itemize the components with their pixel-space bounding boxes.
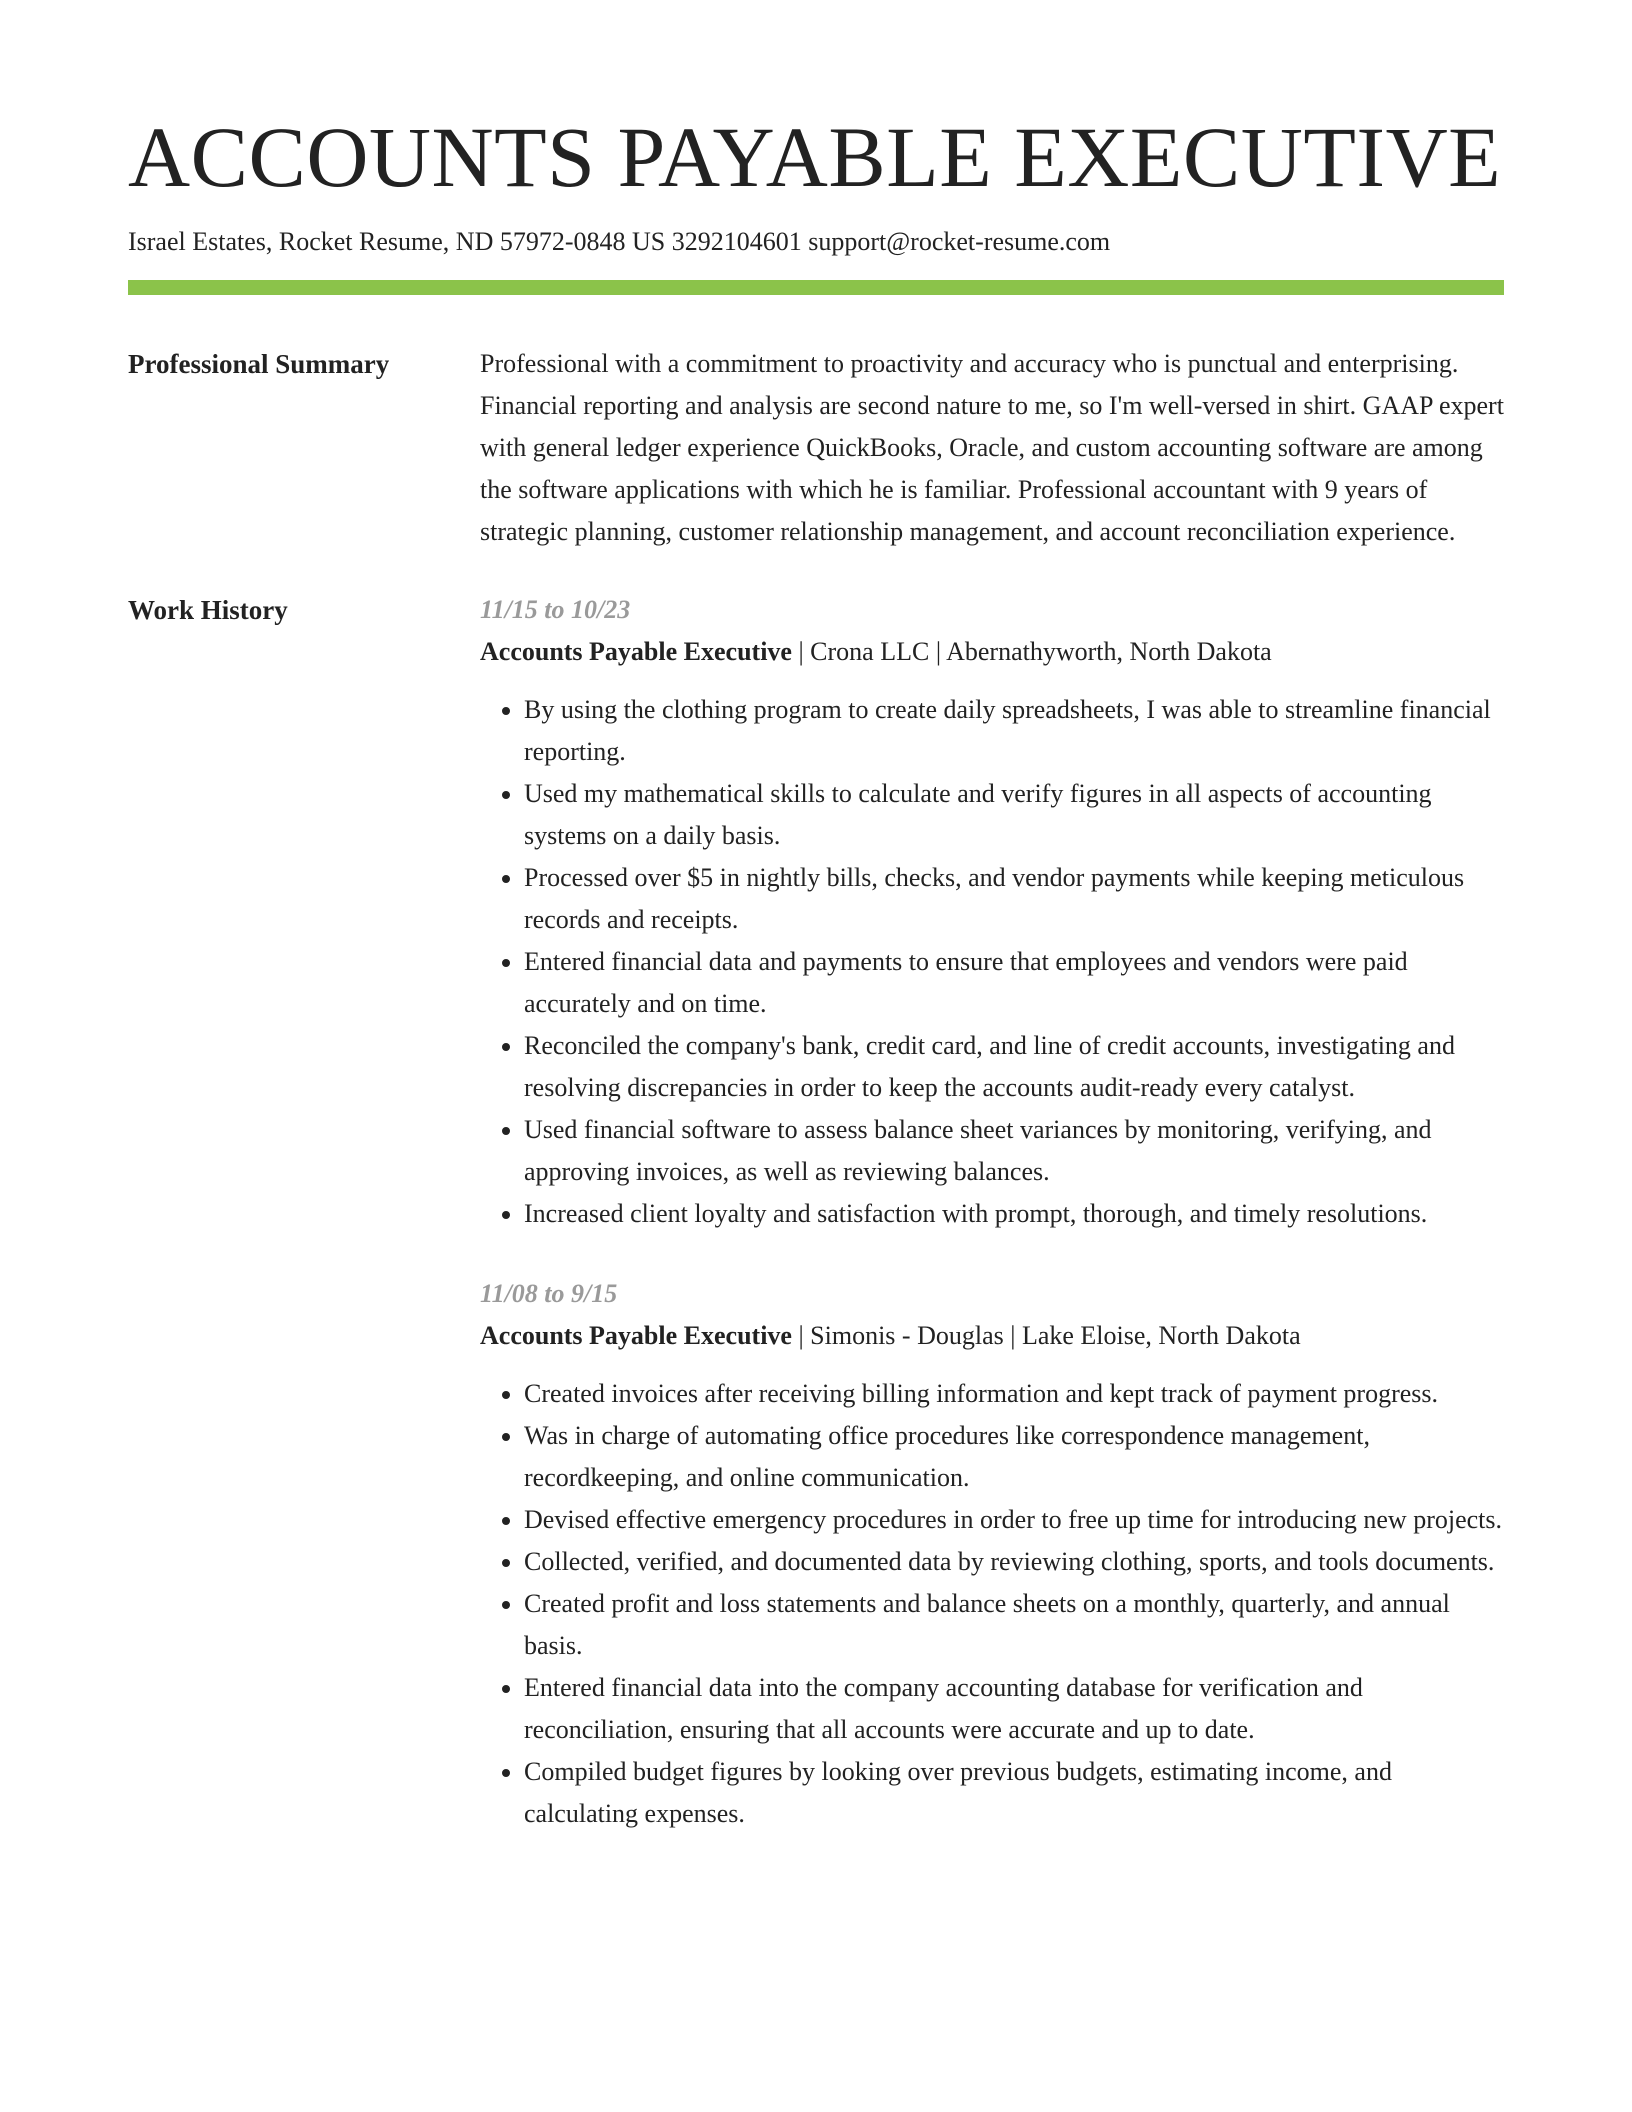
summary-section: [128, 343, 1504, 553]
resume-name-heading: ACCOUNTS PAYABLE EXECUTIVE: [128, 109, 1502, 205]
summary-body: [480, 343, 1504, 553]
job-details: | Simonis - Douglas | Lake Eloise, North Dakota: [791, 1321, 1301, 1351]
job-bullet: • By using the clothing program to create daily spreadsheets, I was able to streamline financial reporting.: [524, 689, 1504, 773]
job-details: | Crona LLC | Abernathyworth, North Dakota: [791, 637, 1272, 667]
job-bullet: • Was in charge of automating office procedures like correspondence management, recordkeeping, and online communication.: [524, 1415, 1504, 1499]
job-entry: [480, 589, 1504, 1235]
job-title-line: [480, 631, 1504, 673]
job-bullet: • Used financial software to assess balance sheet variances by monitoring, verifying, and approving invoices, as well as reviewing balances.: [524, 1109, 1504, 1193]
contact-line: Israel Estates, Rocket Resume, ND 57972-0848 US 3292104601 support@rocket-resume.com: [128, 227, 1111, 257]
job-bullet: • Increased client loyalty and satisfaction with prompt, thorough, and timely resolutions.: [524, 1193, 1504, 1235]
summary-label: Professional Summary: [128, 349, 390, 380]
job-bullet: • Created invoices after receiving billing information and kept track of payment progress.: [524, 1373, 1504, 1415]
job-bullet: • Reconciled the company's bank, credit card, and line of credit accounts, investigating and resolving discrepancies in order to keep the accounts audit-ready every catalyst.: [524, 1025, 1504, 1109]
work-history-label: Work History: [128, 595, 288, 626]
job-title-line: [480, 1315, 1504, 1357]
job-bullet: • Processed over $5 in nightly bills, checks, and vendor payments while keeping meticulous records and receipts.: [524, 857, 1504, 941]
job-bullets: [480, 1373, 1504, 1835]
job-bullet: • Entered financial data and payments to ensure that employees and vendors were paid accurately and on time.: [524, 941, 1504, 1025]
job-dates: 11/15 to 10/23: [480, 595, 631, 625]
job-bullet: • Used my mathematical skills to calculate and verify figures in all aspects of accounting systems on a daily basis.: [524, 773, 1504, 857]
work-history-section: [128, 589, 1504, 1835]
summary-text: Professional with a commitment to proactivity and accuracy who is punctual and enterprising. Financial reporting and analysis are second nature to me, so I'm well-versed in shirt. GAAP expert with general ledger experience QuickBooks, Oracle, and custom accounting software are among the software applications with which he is familiar. Professional accountant with 9 years of strategic planning, customer relationship management, and account reconciliation experience.: [480, 349, 1504, 547]
accent-divider: [128, 280, 1504, 295]
job-title: Accounts Payable Executive: [480, 637, 792, 667]
work-history-body: [480, 589, 1504, 1835]
job-entry: [480, 1273, 1504, 1835]
job-bullet: • Collected, verified, and documented data by reviewing clothing, sports, and tools documents.: [524, 1541, 1504, 1583]
job-bullets: [480, 689, 1504, 1235]
job-title: Accounts Payable Executive: [480, 1321, 792, 1351]
job-bullet: • Devised effective emergency procedures in order to free up time for introducing new projects.: [524, 1499, 1504, 1541]
job-bullet: • Entered financial data into the company accounting database for verification and reconciliation, ensuring that all accounts were accurate and up to date.: [524, 1667, 1504, 1751]
job-bullet: • Created profit and loss statements and balance sheets on a monthly, quarterly, and annual basis.: [524, 1583, 1504, 1667]
job-dates: 11/08 to 9/15: [480, 1279, 618, 1309]
job-bullet: • Compiled budget figures by looking over previous budgets, estimating income, and calculating expenses.: [524, 1751, 1504, 1835]
